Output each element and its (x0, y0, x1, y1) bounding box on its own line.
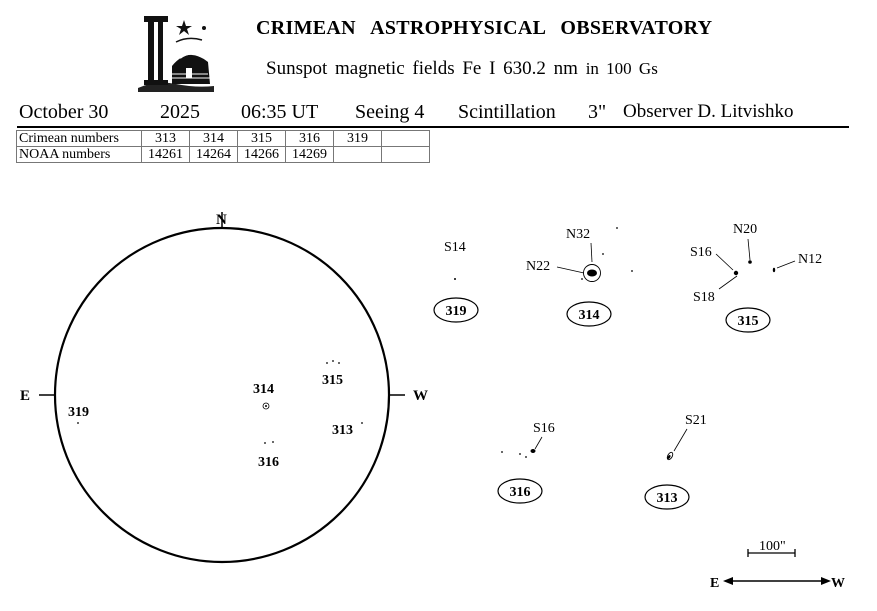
leader-line (674, 429, 687, 451)
leader-line (535, 437, 542, 449)
table-cell: 314 (190, 131, 238, 147)
subtitle-text: Sunspot magnetic fields Fe I 630.2 nm (266, 58, 578, 79)
obs-year: 2025 (160, 101, 200, 123)
field-label: S21 (685, 413, 707, 428)
crimean-label: Crimean numbers (17, 131, 142, 147)
leader-line (557, 267, 584, 273)
table-cell: 319 (334, 131, 382, 147)
noaa-label: NOAA numbers (17, 147, 142, 163)
arrow-right-icon (821, 577, 831, 585)
disk-group-label: 316 (258, 455, 279, 470)
sunspot (454, 278, 456, 280)
sunspot (501, 451, 503, 453)
group-number: 313 (656, 491, 678, 506)
leader-line (591, 243, 592, 262)
leader-line (777, 261, 795, 268)
group-number: 316 (509, 485, 531, 500)
table-cell: 14264 (190, 147, 238, 163)
table-cell: 14261 (142, 147, 190, 163)
north-label: N (216, 212, 227, 228)
field-label: N12 (798, 252, 823, 267)
obs-scintillation-value: 3" (588, 101, 607, 123)
table-cell: 14269 (286, 147, 334, 163)
sunspot (531, 449, 536, 453)
disk-group-label: 313 (332, 423, 353, 438)
direction-west-label: W (831, 576, 845, 591)
west-label: W (413, 388, 428, 404)
disk-group-label: 319 (68, 405, 89, 420)
sunspot (734, 271, 738, 275)
obs-date: October 30 (19, 101, 109, 123)
field-label: S18 (693, 290, 715, 305)
subtitle-unit: in 100 Gs (585, 59, 658, 78)
table-cell: 313 (142, 131, 190, 147)
group-number: 314 (578, 308, 600, 323)
obs-seeing: Seeing 4 (355, 101, 425, 123)
leader-line (716, 254, 733, 270)
sunspot (616, 227, 618, 229)
table-cell: 315 (238, 131, 286, 147)
group-number: 319 (445, 304, 467, 319)
obs-time: 06:35 UT (241, 101, 319, 123)
disk-group-label: 314 (253, 382, 274, 397)
field-label: N32 (566, 227, 591, 242)
direction-east-label: E (710, 576, 720, 591)
sunspot (581, 278, 583, 280)
sunspot (525, 456, 527, 458)
sunspot (602, 253, 604, 255)
field-label: S16 (690, 245, 712, 260)
leader-line (719, 276, 737, 289)
table-cell: 316 (286, 131, 334, 147)
arrow-left-icon (723, 577, 733, 585)
field-label: S16 (533, 421, 555, 436)
field-label: N20 (733, 222, 758, 237)
obs-observer: Observer D. Litvishko (623, 101, 794, 122)
sunspot (519, 453, 521, 455)
leader-line (748, 239, 750, 260)
field-label: N22 (526, 259, 551, 274)
scale-label: 100" (759, 539, 786, 554)
sunspot (748, 260, 752, 264)
field-label: S14 (444, 240, 466, 255)
disk-group-label: 315 (322, 373, 343, 388)
obs-scintillation-label: Scintillation (458, 101, 556, 123)
sunspot (631, 270, 633, 272)
observatory-title: CRIMEAN ASTROPHYSICAL OBSERVATORY (256, 17, 713, 39)
east-label: E (20, 388, 31, 404)
group-number: 315 (737, 314, 759, 329)
table-cell: 14266 (238, 147, 286, 163)
sunspot (587, 270, 597, 277)
sunspot (773, 268, 775, 272)
